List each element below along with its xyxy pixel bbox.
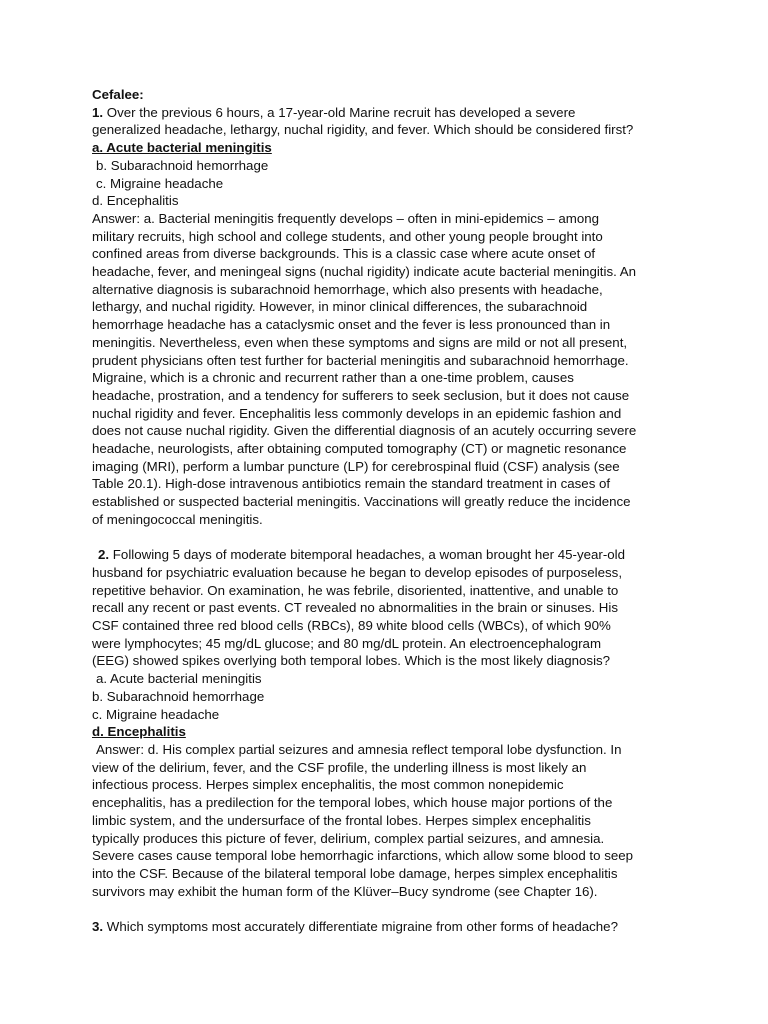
answer-line: meningitis. Nevertheless, even when these symptoms and signs are mild or not all present, (92, 334, 628, 350)
question-2-option-d-correct: d. Encephalitis (92, 724, 186, 740)
answer-line: confined areas from diverse backgrounds. This is a classic case where acute onset of (92, 246, 596, 262)
question-2-answer (92, 741, 682, 900)
answer-line: Table 20.1). High-dose intravenous antibiotics remain the standard treatment in cases of (92, 476, 611, 492)
answer-line: view of the delirium, fever, and the CSF profile, the underling illness is most likely an (92, 759, 587, 775)
question-2-stem-line: repetitive behavior. On examination, he was febrile, disoriented, inattentive, and unable to (92, 582, 619, 598)
question-2-option-c: c. Migraine headache (92, 706, 220, 722)
question-1-number: 1. (92, 104, 104, 120)
answer-line: of meningococcal meningitis. (92, 511, 263, 527)
answer-line: headache, fever, and meningeal signs (nuchal rigidity) indicate acute bacterial meningitis. An (92, 264, 637, 280)
answer-line: into the CSF. Because of the bilateral temporal lobe damage, herpes simplex encephalitis (92, 865, 618, 881)
answer-line: encephalitis, has a predilection for the temporal lobes, which house major portions of the (92, 795, 613, 811)
answer-line: established or suspected bacterial meningitis. Vaccinations will greatly reduce the incidence (92, 494, 631, 510)
answer-line: Migraine, which is a chronic and recurrent rather than a one-time problem, causes (92, 370, 574, 386)
question-1 (92, 104, 682, 529)
answer-line: prudent physicians often test further for bacterial meningitis and subarachnoid hemorrhage. (92, 352, 629, 368)
document-page (92, 86, 682, 936)
answer-line: infectious process. Herpes simplex encephalitis, the most common nonepidemic (92, 777, 564, 793)
question-1-option-c: c. Migraine headache (96, 175, 224, 191)
question-1-option-d: d. Encephalitis (92, 193, 179, 209)
question-2-option-b: b. Subarachnoid hemorrhage (92, 688, 265, 704)
paragraph-gap (92, 900, 682, 918)
document-title: Cefalee: (92, 87, 144, 102)
answer-line: typically produces this picture of fever, delirium, complex partial seizures, and amnesia. (92, 830, 605, 846)
answer-line: does not cause nuchal rigidity. Given the differential diagnosis of an acutely occurring severe (92, 423, 637, 439)
answer-line: limbic system, and the undersurface of the frontal lobes. Herpes simplex encephalitis (92, 812, 591, 828)
question-2-option-a: a. Acute bacterial meningitis (96, 671, 262, 687)
question-2-number: 2. (98, 547, 110, 563)
question-2-stem-line: husband for psychiatric evaluation because he began to develop episodes of purposeless, (92, 564, 623, 580)
answer-line: Answer: d. His complex partial seizures and amnesia reflect temporal lobe dysfunction. In (96, 742, 622, 757)
question-2-stem-line: (EEG) showed spikes overlying both temporal lobes. Which is the most likely diagnosis? (92, 653, 611, 669)
answer-line: alternative diagnosis is subarachnoid hemorrhage, which also presents with headache, (92, 281, 603, 297)
question-2-stem-line-1: 2. Following 5 days of moderate bitemporal headaches, a woman brought her 45-year-old (98, 547, 626, 563)
answer-line: headache, prostration, and a tendency for sufferers to seek seclusion, but it does not cause (92, 387, 630, 403)
question-2-stem-line: were lymphocytes; 45 mg/dL glucose; and 80 mg/dL protein. An electroencephalogram (92, 635, 602, 651)
answer-line: Severe cases cause temporal lobe hemorrhagic infarctions, which allow some blood to seep (92, 848, 634, 864)
question-3-number: 3. (92, 919, 104, 935)
answer-line: nuchal rigidity and fever. Encephalitis less commonly develops in an epidemic fashion and (92, 405, 622, 421)
answer-line: headache, neurologists, after obtaining computed tomography (CT) or magnetic resonance (92, 441, 627, 457)
answer-line: lethargy, and nuchal rigidity. However, in minor clinical differences, the subarachnoid (92, 299, 588, 315)
question-3 (92, 918, 682, 936)
question-1-stem-line-1: 1. Over the previous 6 hours, a 17-year-old Marine recruit has developed a severe (92, 104, 576, 120)
question-1-stem-line-2: generalized headache, lethargy, nuchal rigidity, and fever. Which should be considered first? (92, 122, 634, 138)
answer-line: Answer: a. Bacterial meningitis frequently develops – often in mini-epidemics – among (92, 210, 600, 226)
answer-line: survivors may exhibit the human form of the Klüver–Bucy syndrome (see Chapter 16). (92, 883, 598, 899)
question-1-option-a-correct: a. Acute bacterial meningitis (92, 140, 272, 156)
answer-line: military recruits, high school and college students, and other young people brought into (92, 228, 603, 244)
paragraph-gap (92, 529, 682, 547)
answer-line: hemorrhage headache has a cataclysmic onset and the fever is less pronounced than in (92, 317, 611, 333)
question-1-option-b: b. Subarachnoid hemorrhage (96, 157, 269, 173)
answer-line: imaging (MRI), perform a lumbar puncture (LP) for cerebrospinal fluid (CSF) analysis (see (92, 458, 620, 474)
question-2-stem-line: recall any recent or past events. CT revealed no abnormalities in the brain or sinuses. His (92, 600, 618, 616)
question-2 (92, 546, 682, 900)
question-1-answer (92, 210, 682, 529)
question-2-stem-line: CSF contained three red blood cells (RBCs), 89 white blood cells (WBCs), of which 90% (92, 618, 611, 634)
question-3-stem-line-1: 3. Which symptoms most accurately differentiate migraine from other forms of headache? (92, 919, 618, 935)
